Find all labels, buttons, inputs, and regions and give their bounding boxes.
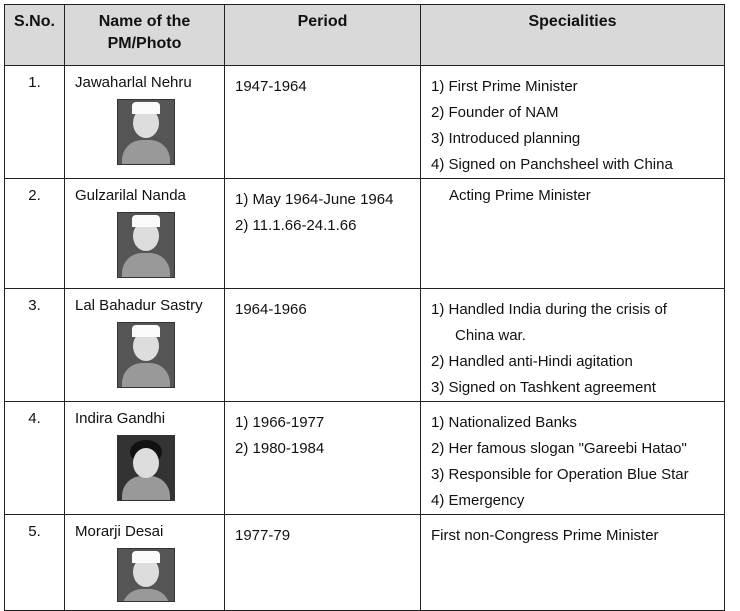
- row-specialities: [421, 402, 725, 515]
- row-period: [225, 515, 421, 611]
- pm-photo: [117, 99, 175, 165]
- table-row: [5, 289, 725, 402]
- row-sno: 3.: [5, 289, 65, 402]
- speciality-item: 3) Introduced planning: [431, 130, 581, 147]
- pm-name: Lal Bahadur Sastry: [75, 297, 203, 314]
- row-period: [225, 289, 421, 402]
- period-line: 1947-1964: [235, 78, 307, 95]
- period-line: 1977-79: [235, 527, 291, 544]
- header-specialities: Specialities: [421, 5, 725, 66]
- speciality-item: 3) Signed on Tashkent agreement: [431, 379, 656, 396]
- row-specialities: [421, 66, 725, 179]
- speciality-item: China war.: [455, 327, 526, 344]
- table-row: [5, 515, 725, 611]
- row-name-cell: [65, 66, 225, 179]
- period-line: 1) May 1964-June 1964: [235, 191, 394, 208]
- header-period: Period: [225, 5, 421, 66]
- speciality-item: 3) Responsible for Operation Blue Star: [431, 466, 689, 483]
- table-row: [5, 402, 725, 515]
- pm-photo: [117, 435, 175, 501]
- row-name-cell: [65, 402, 225, 515]
- table-row: [5, 179, 725, 289]
- row-name-cell: [65, 179, 225, 289]
- period-line: 2) 11.1.66-24.1.66: [235, 217, 357, 234]
- row-name-cell: [65, 515, 225, 611]
- speciality-item: 4) Emergency: [431, 492, 525, 509]
- speciality-item: 2) Founder of NAM: [431, 104, 559, 121]
- row-period: [225, 402, 421, 515]
- speciality-item: Acting Prime Minister: [449, 187, 591, 204]
- period-line: 1) 1966-1977: [235, 414, 325, 431]
- period-line: 1964-1966: [235, 301, 307, 318]
- pm-name: Gulzarilal Nanda: [75, 187, 186, 204]
- header-row: [5, 5, 725, 66]
- pm-table: [4, 4, 725, 611]
- row-period: [225, 66, 421, 179]
- pm-name: Morarji Desai: [75, 523, 164, 540]
- speciality-item: 1) Handled India during the crisis of: [431, 301, 667, 318]
- table-row: [5, 66, 725, 179]
- speciality-item: 1) First Prime Minister: [431, 78, 578, 95]
- row-name-cell: [65, 289, 225, 402]
- pm-name: Indira Gandhi: [75, 410, 166, 427]
- speciality-item: 2) Handled anti-Hindi agitation: [431, 353, 633, 370]
- row-specialities: [421, 179, 725, 289]
- speciality-item: 1) Nationalized Banks: [431, 414, 577, 431]
- pm-photo: [117, 548, 175, 602]
- row-period: [225, 179, 421, 289]
- pm-name: Jawaharlal Nehru: [75, 74, 192, 91]
- header-name-line2: PM/Photo: [107, 35, 182, 52]
- header-sno: S.No.: [5, 5, 65, 66]
- speciality-item: First non-Congress Prime Minister: [431, 527, 659, 544]
- header-name: [65, 5, 225, 66]
- period-line: 2) 1980-1984: [235, 440, 325, 457]
- pm-photo: [117, 212, 175, 278]
- row-sno: 5.: [5, 515, 65, 611]
- row-sno: 1.: [5, 66, 65, 179]
- header-name-line1: Name of the: [98, 13, 191, 30]
- speciality-item: 4) Signed on Panchsheel with China: [431, 156, 673, 173]
- row-sno: 2.: [5, 179, 65, 289]
- row-sno: 4.: [5, 402, 65, 515]
- row-specialities: [421, 515, 725, 611]
- pm-photo: [117, 322, 175, 388]
- row-specialities: [421, 289, 725, 402]
- speciality-item: 2) Her famous slogan "Gareebi Hatao": [431, 440, 687, 457]
